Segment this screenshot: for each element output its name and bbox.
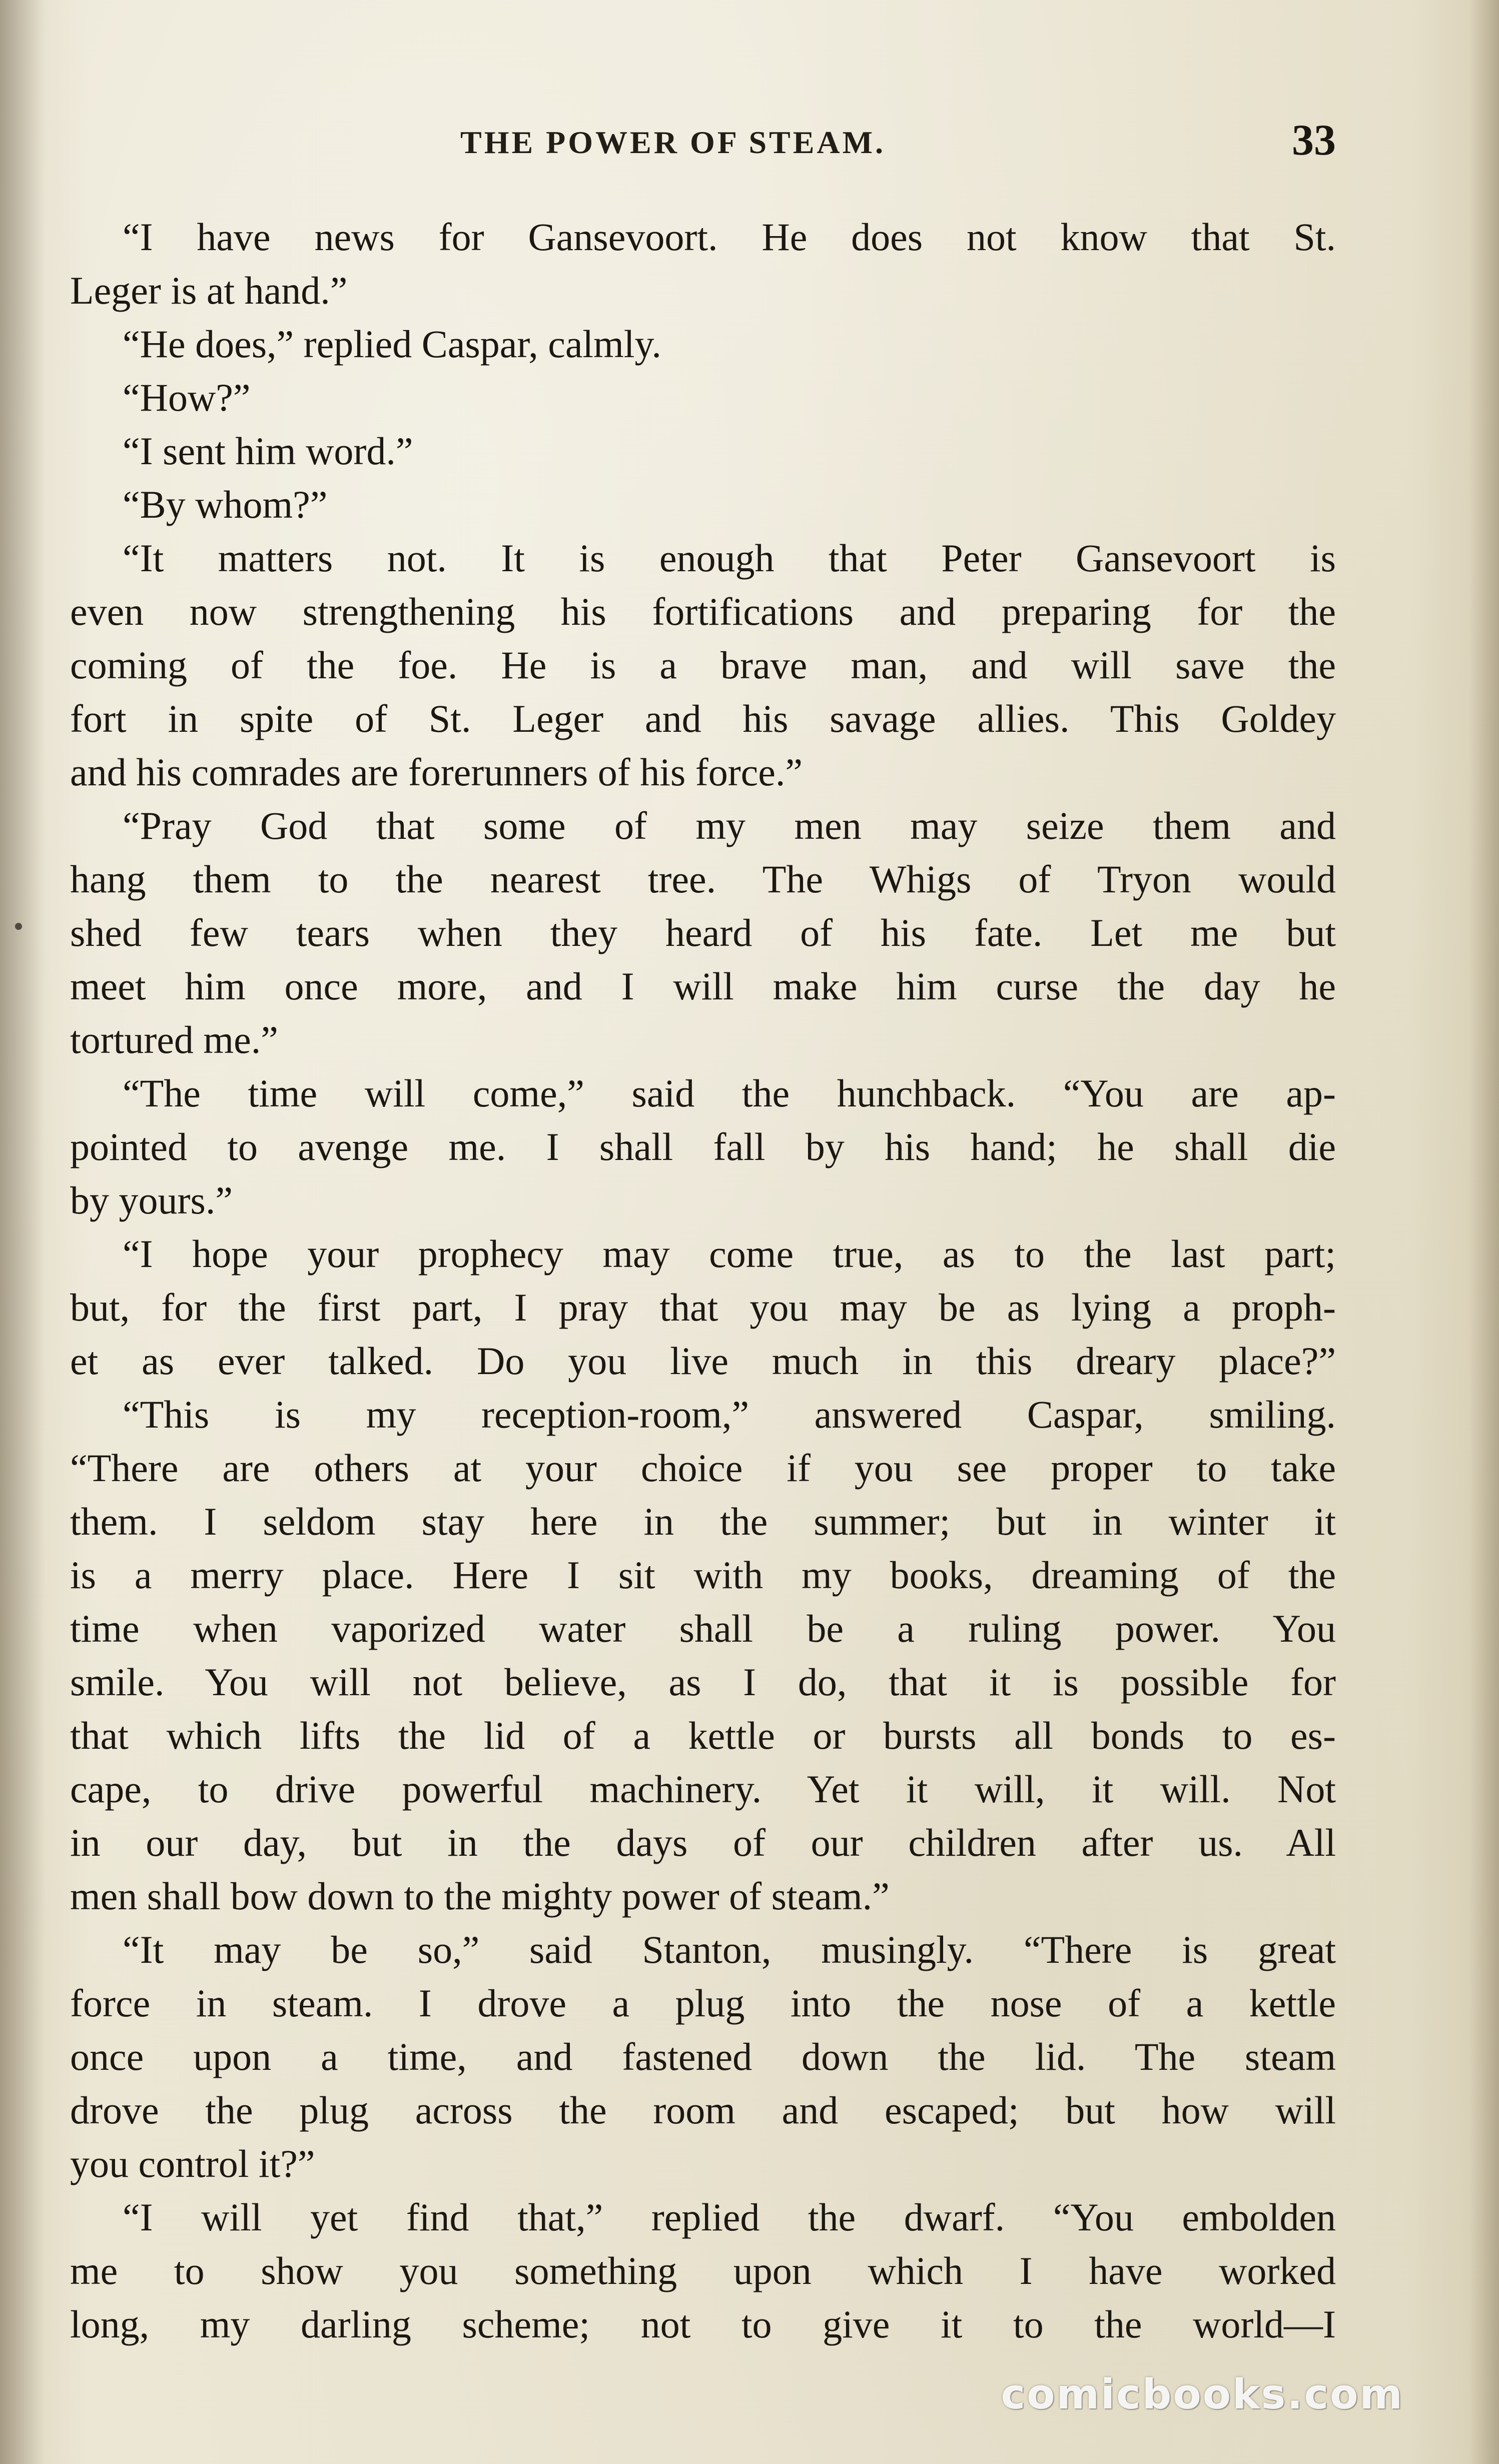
text-line: “It may be so,” said Stanton, musingly. “There is great — [123, 1928, 1336, 1971]
text-line: even now strengthening his fortifications and preparing for the — [70, 590, 1336, 633]
text-line: “The time will come,” said the hunchback. “You are ap- — [123, 1071, 1336, 1115]
text-line: Leger is at hand.” — [70, 269, 348, 312]
running-head: THE POWER OF STEAM. — [460, 125, 886, 160]
text-line: “He does,” replied Caspar, calmly. — [123, 322, 661, 366]
text-line: hang them to the nearest tree. The Whigs of Tryon would — [70, 857, 1336, 901]
text-line: force in steam. I drove a plug into the nose of a kettle — [70, 1981, 1336, 2025]
text-line: time when vaporized water shall be a ruling power. You — [70, 1607, 1336, 1650]
text-line: “There are others at your choice if you see proper to take — [70, 1446, 1336, 1490]
text-line: “I hope your prophecy may come true, as to the last part; — [123, 1232, 1336, 1276]
text-line: “Pray God that some of my men may seize them and — [123, 804, 1336, 847]
text-line: you control it?” — [70, 2142, 315, 2185]
text-line: “I have news for Gansevoort. He does not know that St. — [123, 215, 1336, 259]
text-line: coming of the foe. He is a brave man, and will save the — [70, 643, 1336, 687]
text-line: men shall bow down to the mighty power of steam.” — [70, 1874, 890, 1918]
text-line: by yours.” — [70, 1178, 233, 1222]
text-line: is a merry place. Here I sit with my books, dreaming of the — [70, 1553, 1336, 1597]
text-line: drove the plug across the room and escaped; but how will — [70, 2088, 1336, 2132]
text-line: fort in spite of St. Leger and his savage allies. This Goldey — [70, 697, 1336, 740]
text-line: tortured me.” — [70, 1018, 278, 1061]
page-edge-shadow — [1469, 0, 1499, 2464]
text-line: “It matters not. It is enough that Peter Gansevoort is — [123, 536, 1336, 580]
text-line: meet him once more, and I will make him curse the day he — [70, 964, 1336, 1008]
text-line: me to show you something upon which I have worked — [70, 2249, 1336, 2292]
page-number: 33 — [1292, 116, 1336, 165]
text-line: shed few tears when they heard of his fate. Let me but — [70, 911, 1336, 954]
text-line: pointed to avenge me. I shall fall by his hand; he shall die — [70, 1125, 1336, 1168]
text-line: “I sent him word.” — [123, 429, 413, 473]
text-line: “This is my reception-room,” answered Caspar, smiling. — [123, 1393, 1336, 1436]
body-text — [70, 210, 1336, 2371]
text-line: once upon a time, and fastened down the lid. The steam — [70, 2035, 1336, 2078]
text-line: “By whom?” — [123, 483, 328, 526]
page-header — [70, 115, 1336, 170]
text-line: and his comrades are forerunners of his force.” — [70, 750, 803, 794]
text-line: that which lifts the lid of a kettle or bursts all bonds to es- — [70, 1714, 1336, 1757]
text-line: et as ever talked. Do you live much in this dreary place?” — [70, 1339, 1336, 1383]
text-line: smile. You will not believe, as I do, that it is possible for — [70, 1660, 1336, 1704]
watermark-logo: comicbooks.com — [1001, 2371, 1404, 2418]
spine-shadow — [0, 0, 45, 2464]
text-line: cape, to drive powerful machinery. Yet it will, it will. Not — [70, 1767, 1336, 1811]
text-line: but, for the first part, I pray that you may be as lying a proph- — [70, 1286, 1336, 1329]
text-line: long, my darling scheme; not to give it to the world—I — [70, 2302, 1336, 2346]
text-line: them. I seldom stay here in the summer; but in winter it — [70, 1500, 1336, 1543]
text-line: “I will yet find that,” replied the dwarf. “You embolden — [123, 2195, 1336, 2239]
ink-smudge — [15, 923, 22, 930]
text-line: in our day, but in the days of our children after us. All — [70, 1821, 1336, 1864]
text-line: “How?” — [123, 376, 251, 419]
